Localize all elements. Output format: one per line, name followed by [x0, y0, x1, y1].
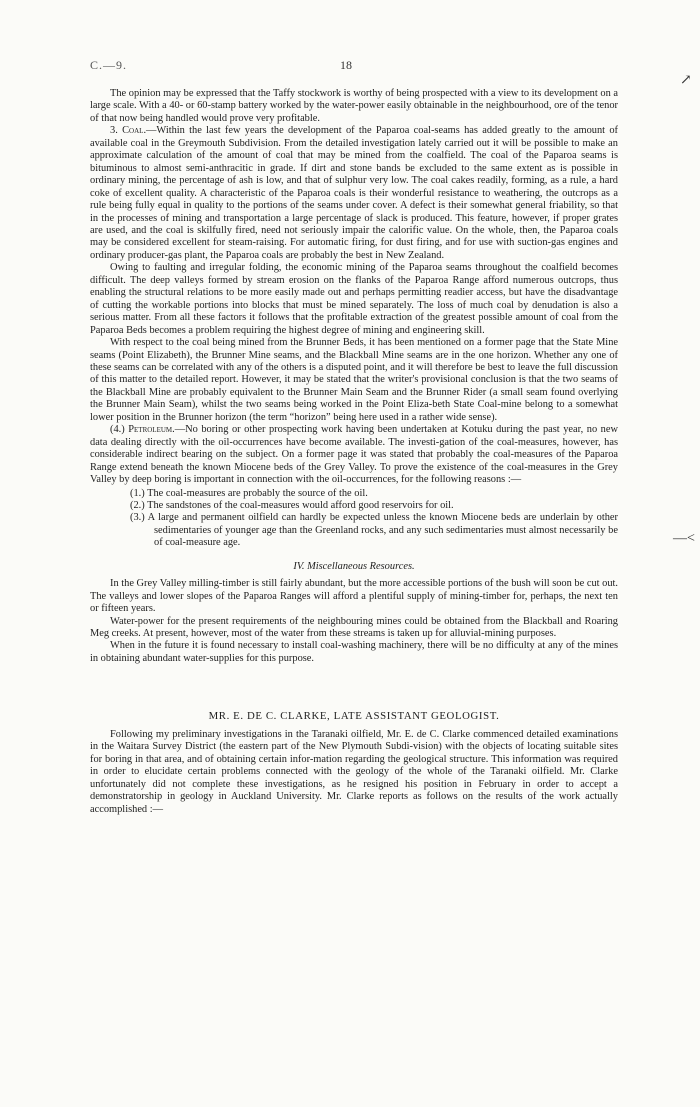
section-number: IV. — [293, 560, 305, 572]
page-header — [90, 58, 610, 74]
list-item: (3.) A large and permanent oilfield can hardly be expected unless the known Miocene beds are underlain by other sedimentaries of younger age than the Greenland rocks, and any such sedimentaries must almost necessarily be of coal-measure age. — [130, 512, 618, 549]
series-code: C.—9. — [90, 58, 128, 72]
paragraph-coal-washing: When in the future it is found necessary to install coal-washing machinery, there will be no difficulty at any of the mines in obtaining abundant water-supplies for this purpose. — [90, 640, 618, 664]
page-number: 18 — [340, 58, 352, 72]
coal-number: 3. — [110, 125, 118, 137]
section-heading-misc — [90, 561, 618, 573]
list-item: (1.) The coal-measures are probably the source of the oil. — [130, 487, 368, 499]
paragraph-petroleum — [90, 424, 618, 486]
margin-mark-top: ↗ — [680, 73, 692, 88]
reasons-list — [130, 488, 618, 550]
coal-label: Coal — [122, 125, 144, 137]
paragraph-brunner: With respect to the coal being mined from the Brunner Beds, it has been mentioned on a former page that the State Mine seams (Point Elizabeth), the Brunner Mine seams, and the Blackball Mine seams are in the one horizon. Whether any one of these seams can be correlated with any of the others is a disputed point, and it will therefore be best to leave the full discussion of this matter to the detailed report. However, it may be stated that the writer's provisional conclusion is that the two seams of the Blackball Mine are probably equivalent to the Brunner Main Seam and the Brunner Rider (a small seam found overlying the Brunner Main Seam), whilst the two seams being worked in the Point Eliza-beth State Coal-mine belong to a somewhat lower position in the Brunner horizon (the term “horizon” being here used in a rather wide sense). — [90, 337, 618, 423]
paragraph-faulting: Owing to faulting and irregular folding, the economic mining of the Paparoa seams throughout the coalfield becomes difficult. The deep valleys formed by stream erosion on the flanks of the Paparoa Range afford numerous outcrops, thus enabling the structural relations to be more easily made out and perhaps permitting readier access, but have the disadvantage of cutting the workable portions into blocks that must be mined separately. The loss of much coal by denudation is also a serious matter. From all these factors it follows that the profitable extraction of the greatest possible amount of coal from the Paparoa Beds becomes a problem requiring the highest degree of mining and engineering skill. — [90, 262, 618, 336]
coal-text: .—Within the last few years the development of the Paparoa coal-seams has added greatly to the amount of available coal in the Greymouth Subdivision. From the detailed investigation lately carried out it will be possible to make an approximate calculation of the amount of coal that may be mined from the coalfield. The coal of the Paparoa seams is bituminous to almost semi-anthracitic in grade. If dirt and stone bands be excluded to the same extent as is possible in ordinary mining, the percentage of ash is low, and that of sulphur very low. The coal cakes readily, forming, as a rule, a hard coke of excellent quality. A characteristic of the Paparoa coals is their wonderful resistance to weathering, the outcrops as a rule being fully equal in quality to the portions of the seams under cover. A defect is their somewhat general friability, so that in the processes of mining and transportation a large percentage of slack is produced. This feature, however, if proper grates are used, and the coal is skilfully fired, need not seriously impair the calorific value. On the whole, then, the Paparoa coals may be considered excellent for steam-raising. For automatic firing, for dust firing, and for use with suction-gas engines and ordinary producer-gas plant, the Paparoa coals are probably the best in New Zealand. — [90, 125, 619, 261]
paragraph-timber: In the Grey Valley milling-timber is still fairly abundant, but the more accessible portions of the bush will soon be cut out. The valleys and lower slopes of the Paparoa Ranges will afford a plentiful supply of mining-timber for, perhaps, the next ten or fifteen years. — [90, 578, 618, 615]
section-heading-clarke: MR. E. DE C. CLARKE, LATE ASSISTANT GEOLOGIST. — [208, 710, 500, 723]
petroleum-label: Petroleum — [128, 424, 173, 436]
section-title: Miscellaneous Resources. — [307, 560, 415, 572]
body-text — [90, 88, 618, 816]
paragraph-coal — [90, 125, 618, 262]
margin-mark-mid: —< — [673, 531, 695, 546]
list-item: (2.) The sandstones of the coal-measures would afford good reservoirs for oil. — [130, 499, 454, 511]
paragraph-clarke: Following my preliminary investigations in the Taranaki oilfield, Mr. E. de C. Clarke commenced detailed examinations in the Waitara Survey District (the eastern part of the New Plymouth Subdi-vision) with the objects of locating suitable sites for boring in that area, and of obtaining certain infor-mation regarding the geological structure. This information was required in order to elucidate certain problems connected with the geology of the whole of the Taranaki oilfield. Mr. Clarke unfortunately did not complete these investigations, as he resigned his position in February in order to accept a demonstratorship in geology in Auckland University. Mr. Clarke reports as follows on the results of the work actually accomplished :— — [90, 728, 618, 815]
petroleum-text: .—No boring or other prospecting work having been undertaken at Kotuku during the past year, no new data dealing directly with the oil-occurrences have become available. The investi-gation of the coal-measures, however, has considerable indirect bearing on the subject. On a former page it was stated that probably the coal-measures of the Paparoa Range extend beneath the known Miocene beds of the Grey Valley. To prove the existence of the coal-measures in the Grey Valley by deep boring is important in connection with the oil-occurrences, for the following reasons :— — [90, 424, 618, 486]
petroleum-number: (4.) — [110, 424, 125, 436]
paragraph-taffy: The opinion may be expressed that the Taffy stockwork is worthy of being prospected with a view to its development on a large scale. With a 40- or 60-stamp battery worked by the water-power easily obtainable in the neighbourhood, ore of the tenor of that now being handled would prove very profitable. — [90, 88, 618, 124]
paragraph-water-power: Water-power for the present requirements of the neighbouring mines could be obtained from the Blackball and Roaring Meg creeks. At present, however, most of the water from these streams is taken up for alluvial-mining purposes. — [90, 615, 618, 640]
